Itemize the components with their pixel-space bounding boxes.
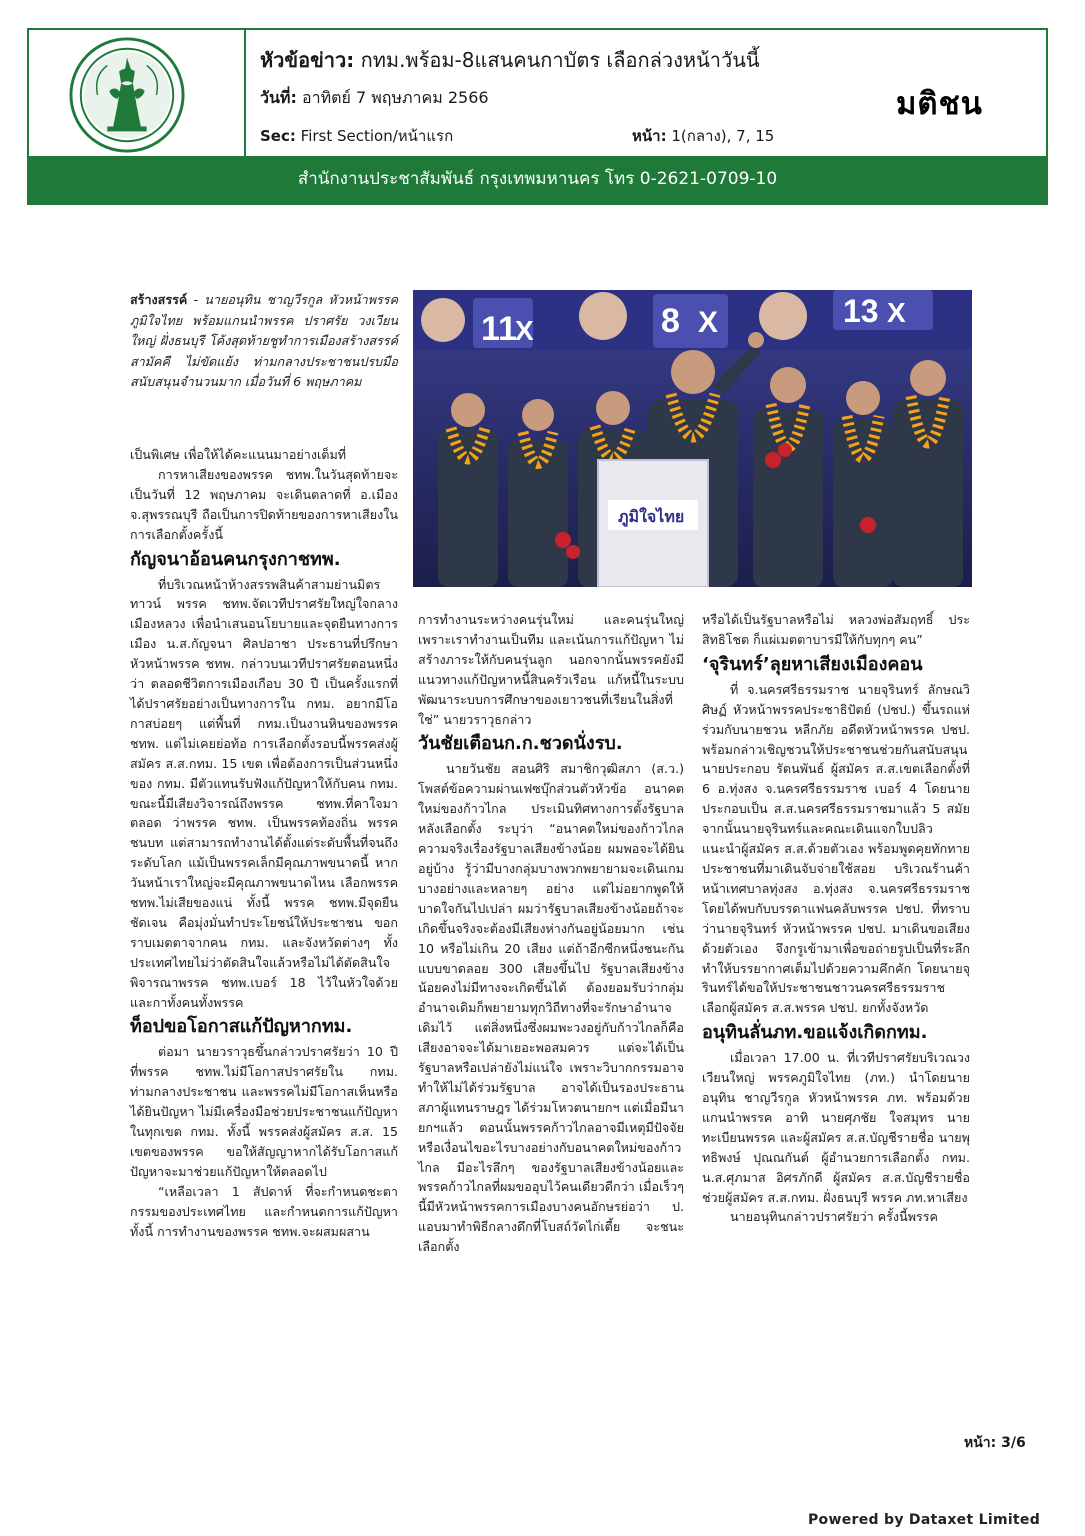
paragraph: “เหลือเวลา 1 สัปดาห์ ที่จะกำหนดชะตากรรมของประเทศไทย และกำหนดการแก้ปัญหา ทั้งนี้ การทำงานของพรรค ชทพ.จะผสมผสาน: [130, 1183, 398, 1239]
banner-number-1: 11: [481, 310, 517, 348]
paragraph: การหาเสียงของพรรค ชทพ.ในวันสุดท้ายจะเป็นวันที่ 12 พฤษภาคม จะเดินตลาดที่ อ.เมือง จ.สุพรรณบุรี ถือเป็นการปิดท้ายของการหาเสียงในการเลือกตั้งครั้งนี้: [130, 466, 398, 542]
podium-logo-text: ภูมิใจไทย: [618, 507, 685, 526]
paragraph: นายอนุทินกล่าวปราศรัยว่า ครั้งนี้พรรค: [730, 1209, 938, 1225]
paragraph: หรือได้เป็นรัฐบาลหรือไม่ หลวงพ่อสัมฤทธิ์ ประสิทธิโชต ก็แผ่เมตตาบารมีให้กับทุกๆ คน”: [702, 612, 970, 647]
svg-text:X: X: [698, 306, 719, 339]
article-column-1: [130, 445, 398, 1242]
article-column-3: [702, 610, 970, 1227]
clipping-header: [27, 28, 1048, 205]
banner-number-3: 13: [843, 293, 879, 329]
article-column-2: [418, 610, 684, 1257]
page-row: [632, 124, 774, 148]
section-label: Sec:: [260, 127, 296, 145]
subheading: วันชัยเตือนก.ก.ชวดนั่งรบ.: [418, 733, 623, 755]
logo-cell: [29, 30, 246, 160]
paragraph: ต่อมา นายวราวุธขึ้นกล่าวปราศรัยว่า 10 ปี ที่พรรค ชทพ.ไม่มีโอกาสปราศรัยใน กทม. ท่ามกลางประชาชน และพรรคไม่มีโอกาสเห็นหรือได้ยินปัญหา ไม่มีเครื่องมือช่วยประชาชนแก้ปัญหาในทุกเขต กทม. ทั้งนี้ พรรคส่งผู้สมัคร ส.ส. 15 เขตของพรรค ขอให้สัญญาหากได้รับโอกาสแก้ปัญหาจะมาช่วยแก้ปัญหาให้ตลอดไป: [130, 1044, 398, 1179]
section-text: First Section/หน้าแรก: [300, 127, 454, 145]
photo-caption: [130, 290, 398, 393]
clipping-info: [260, 30, 880, 160]
subheading: อนุทินลั่นภท.ขอแจ้งเกิดกทม.: [702, 1022, 928, 1044]
page-label: หน้า:: [632, 127, 667, 145]
headline-row: [260, 44, 760, 76]
svg-text:X: X: [515, 315, 534, 346]
bma-seal-logo: [68, 36, 186, 154]
paragraph: เป็นพิเศษ เพื่อให้ได้คะแนนมาอย่างเต็มที่: [130, 447, 347, 462]
subheading: กัญจนาอ้อนคนกรุงกาชทพ.: [130, 548, 341, 570]
page-text: 1(กลาง), 7, 15: [671, 127, 775, 145]
paragraph: เมื่อเวลา 17.00 น. ที่เวทีปราศรัยบริเวณวงเวียนใหญ่ พรรคภูมิใจไทย (ภท.) นำโดยนายอนุทิน ชาญวีรกูล หัวหน้าพรรค ภท. พร้อมด้วยแกนนำพรรค อาทิ นายศุภชัย ใจสมุทร นายทะเบียนพรรค และผู้สมัคร ส.ส.บัญชีรายชื่อ นายพุทธิพงษ์ ปุณณกันต์ ผู้อำนวยการเลือกตั้ง กทม. น.ส.ศุภมาส อิศรภักดี ผู้สมัคร ส.ส.บัญชีรายชื่อ ช่วยผู้สมัคร ส.ส.กทม. ฝั่งธนบุรี พรรค ภท.หาเสียง: [702, 1050, 970, 1205]
paragraph: การทำงานระหว่างคนรุ่นใหม่ และคนรุ่นใหญ่ เพราะเราทำงานเป็นทีม และเน้นการแก้ปัญหา ไม่สร้างภาระให้กับคนรุ่นลูก นอกจากนั้นพรรคยังมีแนวทางแก้ปัญหาหนี้สินครัวเรือน แก้หนี้ในระบบ พัฒนาระบบการศึกษาของเยาวชนที่เรียนในสิ่งที่ใช่” นายวราวุธกล่าว: [418, 612, 684, 727]
headline-label: หัวข้อข่าว:: [260, 48, 355, 72]
caption-text: - นายอนุทิน ชาญวีรกูล หัวหน้าพรรคภูมิใจไทย พร้อมแกนนำพรรค ปราศรัย วงเวียนใหญ่ ฝั่งธนบุรี โค้งสุดท้ายชูทำการเมืองสร้างสรรค์ สามัคคี ไม่ขัดแย้ง ท่ามกลางประชาชนปรบมือสนับสนุนจำนวนมาก เมื่อวันที่ 6 พฤษภาคม: [130, 292, 398, 389]
headline-text: กทม.พร้อม-8แสนคนกาบัตร เลือกล่วงหน้าวันนี้: [360, 48, 760, 72]
news-photo: [413, 290, 972, 587]
subheading: ท็อปขอโอกาสแก้ปัญหากทม.: [130, 1016, 353, 1038]
newspaper-logo: มติชน: [896, 86, 983, 122]
date-row: [260, 86, 489, 111]
svg-text:X: X: [887, 297, 906, 328]
paragraph: ที่บริเวณหน้าห้างสรรพสินค้าสามย่านมิตรทาวน์ พรรค ชทพ.จัดเวทีปราศรัยใหญ่ใจกลางเมืองหลวง เพื่อนำเสนอนโยบายและจุดยืนทางการเมือง น.ส.กัญจนา ศิลปอาชา ประธานที่ปรึกษาหัวหน้าพรรค ชทพ. กล่าวบนเวทีปราศรัยตอนหนึ่งว่า ตลอดชีวิตการเมืองเกือบ 30 ปี เป็นครั้งแรกที่ได้ปราศรัยอย่างเป็นทางการใน กทม. อยากมีโอกาสบ่อยๆ แต่พื้นที่ กทม.เป็นงานหินของพรรค ชทพ. แต่ไม่เคยย่อท้อ การเลือกตั้งรอบนี้พรรคส่งผู้สมัคร ส.ส.กทม. 15 เขต เพื่อต้องการเป็นส่วนหนึ่งของ กทม. มีตัวแทนรับฟังแก้ปัญหาให้กับคน กทม. ขณะนี้มีเสียงวิจารณ์ถึงพรรค ชทพ.ที่คาใจมาตลอด ว่าพรรค ชทพ. เป็นพรรคท้องถิ่น พรรคชนบท แต่สามารถทำงานได้ตั้งแต่ระดับพื้นที่จนถึงระดับโลก แม้เป็นพรรคเล็กมีคุณภาพขนาดนี้ หากวันหน้าเราใหญ่จะมีคุณภาพขนาดไหน เลือกพรรค ชทพ.ไม่เสียของแน่ ทั้งนี้ พรรค ชทพ.มีจุดยืนชัดเจน คือมุ่งมั่นทำประโยชน์ให้ประชาชน ขอกราบเมตตาจากคน กทม. และจังหวัดต่างๆ ทั้งประเทศไทยไม่ว่าตัดสินใจแล้วหรือไม่ได้ตัดสินใจพิจารณาพรรค ชทพ.เบอร์ 18 ไว้ในหัวใจด้วย และกาทั้งคนทั้งพรรค: [130, 576, 398, 1010]
date-text: อาทิตย์ 7 พฤษภาคม 2566: [301, 88, 489, 107]
caption-dateline: สร้างสรรค์: [130, 292, 188, 307]
campaign-stage-photo: [413, 290, 972, 587]
banner-number-2: 8: [661, 302, 680, 340]
date-label: วันที่:: [260, 88, 297, 107]
newspaper-cell: [880, 30, 1048, 160]
subheading: ‘จุรินทร์’ลุยหาเสียงเมืองคอน: [702, 653, 923, 675]
section-row: [260, 124, 453, 148]
paragraph: นายวันชัย สอนศิริ สมาชิกวุฒิสภา (ส.ว.) โพสต์ข้อความผ่านเฟซบุ๊กส่วนตัวหัวข้อ อนาคตใหม่ของก้าวไกล ประเมินทิศทางการตั้งรัฐบาลหลังเลือกตั้ง ระบุว่า “อนาคตใหม่ของก้าวไกลความจริงเรื่องรัฐบาลเสียงข้างน้อย ผมพอจะได้ยินอยู่บ้าง รู้ว่ามีบางกลุ่มบางพวกพยายามจะเดินเกมบางอย่างและหลายๆ อย่าง แต่ไม่อยากพูดให้บาดใจกันไปเปล่า ผมว่ารัฐบาลเสียงข้างน้อยถ้าจะเกิดขึ้นจริงจะต้องมีเสียงห่างกันอยู่น้อยมาก เช่น 10 หรือไม่เกิน 20 เสียง แต่ถ้าอีกซีกหนึ่งชนะกันแบบขาดลอย 300 เสียงขึ้นไป รัฐบาลเสียงข้างน้อยคงไม่มีทางจะเกิดขึ้นได้ ต้องยอมรับว่ากลุ่มอำนาจเดิมก็พยายามทุกวิถีทางที่จะรักษาอำนาจเดิมไว้ แต่สิ่งหนึ่งซึ่งผมพะวงอยู่กับก้าวไกลก็คือเสียงอาจจะได้มาเยอะพอสมควร แต่จะได้เป็นรัฐบาลหรือเปล่ายังไม่แน่ใจ เพราะวิบากกรรมอาจทำให้ไม่ได้ร่วมรัฐบาล อาจได้เป็นรองประธานสภาผู้แทนราษฎร ได้ร่วมโหวตนายกฯ แต่เมื่อมีนายกฯแล้ว ตอนนั้นพรรคก้าวไกลอาจมีเหตุมีปัจจัยหรือเงื่อนไขอะไรบางอย่างกับอนาคตใหม่ของก้าวไกล มีอะไรลึกๆ ของรัฐบาลเสียงข้างน้อยและพรรคก้าวไกลที่ผมขออุบไว้คนเดียวดีกว่า เมื่อเร็วๆ นี้มีหัวหน้าพรรคการเมืองบางคนอักษรย่อว่า ป. แอบมาทำพิธีกลางดึกที่โบสถ์วัดไก่เตี้ย จะชนะเลือกตั้ง: [418, 761, 684, 1255]
page-count: หน้า: 3/6: [964, 1435, 1026, 1451]
powered-by: Powered by Dataxet Limited: [808, 1512, 1041, 1528]
office-contact-bar: สำนักงานประชาสัมพันธ์ กรุงเทพมหานคร โทร 0-2621-0709-10: [29, 156, 1046, 203]
paragraph: ที่ จ.นครศรีธรรมราช นายจุรินทร์ ลักษณวิศิษฏ์ หัวหน้าพรรคประชาธิปัตย์ (ปชป.) ขึ้นรถแห่ร่วมกับนายชวน หลีกภัย อดีตหัวหน้าพรรค ปชป. พร้อมกล่าวเชิญชวนให้ประชาชนช่วยกันสนับสนุนนายประกอบ รัตนพันธ์ ผู้สมัคร ส.ส.เขตเลือกตั้งที่ 6 อ.ทุ่งสง จ.นครศรีธรรมราช เบอร์ 4 โดยนายประกอบเป็น ส.ส.นครศรีธรรมราชมาแล้ว 5 สมัย จากนั้นนายจุรินทร์และคณะเดินแจกใบปลิวแนะนำผู้สมัคร ส.ส.ด้วยตัวเอง พร้อมพูดคุยทักทายประชาชนที่มาเดินจับจ่ายใช้สอย บริเวณร้านค้าหน้าเทศบาลทุ่งสง อ.ทุ่งสง จ.นครศรีธรรมราช โดยได้พบกับบรรดาแฟนคลับพรรค ปชป. ที่ทราบว่านายจุรินทร์ หัวหน้าพรรค ปชป. มาเดินขอเสียงด้วยตัวเอง จึงกรูเข้ามาเพื่อขอถ่ายรูปเป็นที่ระลึก ทำให้บรรยากาศเต็มไปด้วยความคึกคัก โดยนายจุรินทร์ได้ขอให้ประชาชนชาวนครศรีธรรมราช เลือกผู้สมัคร ส.ส.พรรค ปชป. ยกทั้งจังหวัด: [702, 681, 970, 1016]
